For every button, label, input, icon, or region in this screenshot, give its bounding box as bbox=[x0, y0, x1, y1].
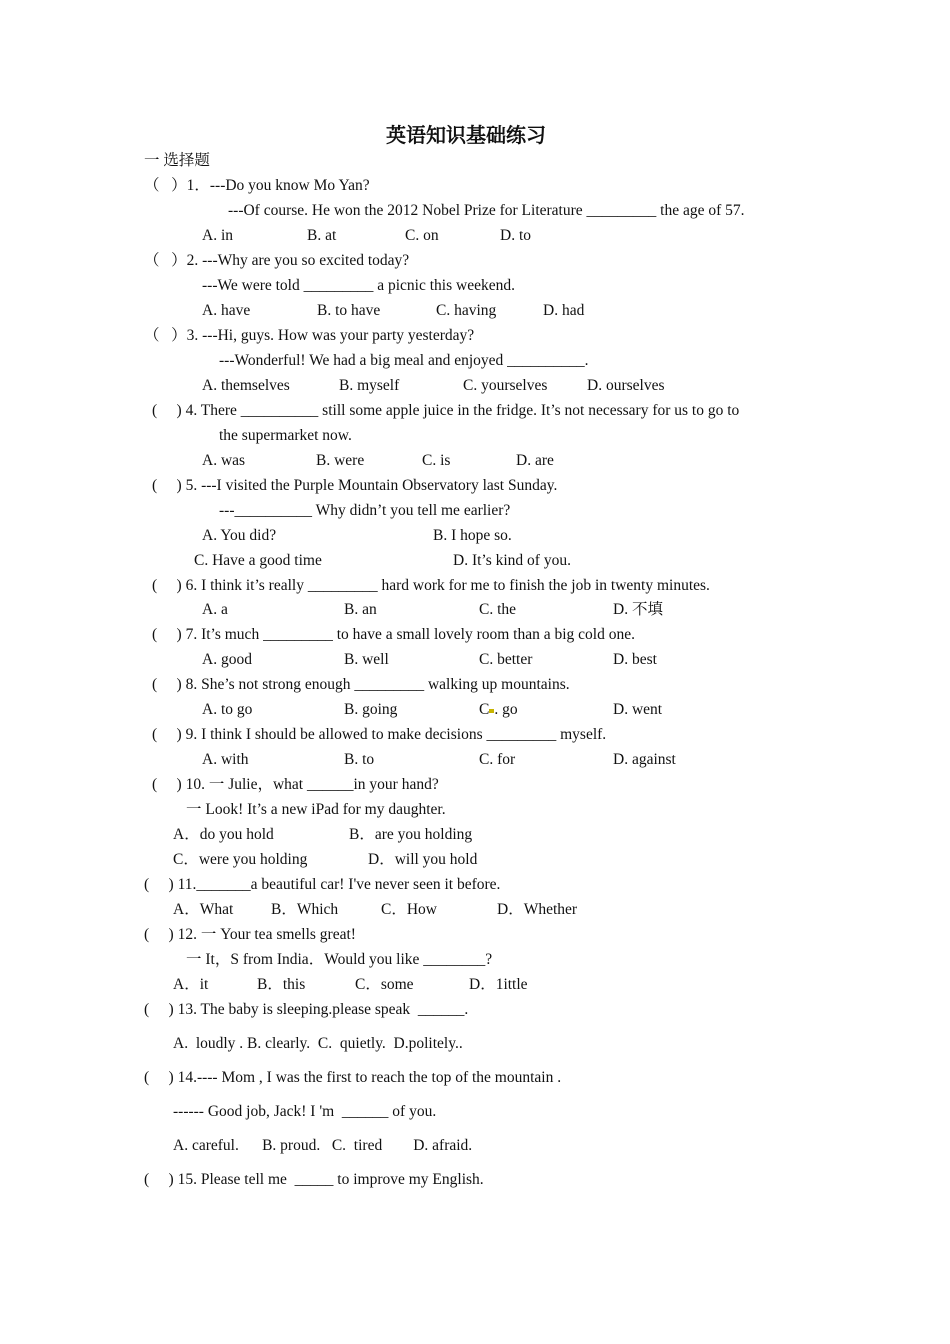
question-7-option-c: C. better bbox=[479, 651, 533, 668]
question-10-option-d: D．will you hold bbox=[368, 851, 478, 868]
question-11-option-c: C．How bbox=[381, 901, 437, 918]
question-9: ( ) 9. I think I should be allowed to make decisions _________ myself. bbox=[152, 726, 607, 743]
question-12-line-2: 一 It，S from India．Would you like ________? bbox=[186, 951, 493, 968]
section-heading: 一 选择题 bbox=[144, 152, 210, 169]
question-3-line-2: ---Wonderful! We had a big meal and enjoyed __________. bbox=[219, 352, 589, 369]
question-12: ( ) 12. 一 Your tea smells great! bbox=[144, 926, 356, 943]
question-3-option-b: B. myself bbox=[339, 377, 400, 394]
question-2-option-d: D. had bbox=[543, 302, 585, 319]
question-5: ( ) 5. ---I visited the Purple Mountain Observatory last Sunday. bbox=[152, 477, 558, 494]
question-2-option-c: C. having bbox=[436, 302, 497, 319]
question-4-option-c: C. is bbox=[422, 452, 451, 469]
question-6-option-a: A. a bbox=[202, 601, 228, 618]
question-9-option-d: D. against bbox=[613, 751, 676, 768]
question-10: ( ) 10. 一 Julie，what ______in your hand? bbox=[152, 776, 439, 793]
question-12-option-a: A．it bbox=[173, 976, 209, 993]
question-10-option-b: B．are you holding bbox=[349, 826, 473, 843]
question-5-line-2: ---__________ Why didn’t you tell me earlier? bbox=[219, 502, 511, 519]
question-13: ( ) 13. The baby is sleeping.please speak ______. bbox=[144, 1001, 469, 1018]
page-title: 英语知识基础练习 bbox=[386, 125, 546, 147]
question-11: ( ) 11._______a beautiful car! I've never seen it before. bbox=[144, 876, 501, 893]
question-11-option-d: D．Whether bbox=[497, 901, 578, 918]
question-12-option-b: B．this bbox=[257, 976, 306, 993]
question-3-option-a: A. themselves bbox=[202, 377, 290, 394]
question-9-option-b: B. to bbox=[344, 751, 375, 768]
question-14-line-2: ------ Good job, Jack! I 'm ______ of you. bbox=[173, 1103, 437, 1120]
question-6-option-d: D. 不填 bbox=[613, 601, 663, 618]
question-3-option-d: D. ourselves bbox=[587, 377, 665, 394]
question-11-option-b: B．Which bbox=[271, 901, 339, 918]
question-1-option-b: B. at bbox=[307, 227, 337, 244]
question-2-line-2: ---We were told _________ a picnic this weekend. bbox=[202, 277, 515, 294]
question-11-option-a: A．What bbox=[173, 901, 234, 918]
question-1-option-d: D. to bbox=[500, 227, 531, 244]
question-4-option-b: B. were bbox=[316, 452, 365, 469]
option-text: . go bbox=[494, 701, 518, 718]
question-6-option-c: C. the bbox=[479, 601, 517, 618]
option-letter: C bbox=[479, 701, 490, 718]
question-8-option-d: D. went bbox=[613, 701, 663, 718]
question-8-option-a: A. to go bbox=[202, 701, 253, 718]
question-6: ( ) 6. I think it’s really _________ hard work for me to finish the job in twenty minutes. bbox=[152, 577, 710, 594]
question-14: ( ) 14.---- Mom , I was the first to reach the top of the mountain . bbox=[144, 1069, 562, 1086]
question-6-option-b: B. an bbox=[344, 601, 377, 618]
question-5-option-b: B. I hope so. bbox=[433, 527, 512, 544]
question-2-option-a: A. have bbox=[202, 302, 251, 319]
question-4: ( ) 4. There __________ still some apple juice in the fridge. It’s not necessary for us to go to bbox=[152, 402, 740, 419]
question-10-line-2: 一 Look! It’s a new iPad for my daughter. bbox=[186, 801, 446, 818]
question-9-option-a: A. with bbox=[202, 751, 249, 768]
question-9-option-c: C. for bbox=[479, 751, 516, 768]
question-12-option-c: C．some bbox=[355, 976, 414, 993]
question-1-option-a: A. in bbox=[202, 227, 233, 244]
question-1-option-c: C. on bbox=[405, 227, 439, 244]
question-4-option-a: A. was bbox=[202, 452, 246, 469]
question-5-option-c: C. Have a good time bbox=[194, 552, 322, 569]
question-13-options: A. loudly . B. clearly. C. quietly. D.politely.. bbox=[173, 1035, 463, 1052]
question-7: ( ) 7. It’s much _________ to have a small lovely room than a big cold one. bbox=[152, 626, 635, 643]
question-1: （ ）1．---Do you know Mo Yan? bbox=[144, 177, 370, 194]
question-2: （ ）2. ---Why are you so excited today? bbox=[144, 252, 410, 269]
question-2-option-b: B. to have bbox=[317, 302, 381, 319]
question-5-option-a: A. You did? bbox=[202, 527, 277, 544]
question-4-option-d: D. are bbox=[516, 452, 554, 469]
question-7-option-a: A. good bbox=[202, 651, 252, 668]
question-10-option-a: A．do you hold bbox=[173, 826, 274, 843]
question-12-option-d: D．1ittle bbox=[469, 976, 528, 993]
question-7-option-b: B. well bbox=[344, 651, 389, 668]
question-8-option-c bbox=[479, 700, 518, 720]
question-3: （ ）3. ---Hi, guys. How was your party yesterday? bbox=[144, 327, 475, 344]
question-3-option-c: C. yourselves bbox=[463, 377, 548, 394]
question-7-option-d: D. best bbox=[613, 651, 657, 668]
question-10-option-c: C．were you holding bbox=[173, 851, 308, 868]
question-5-option-d: D. It’s kind of you. bbox=[453, 552, 571, 569]
question-15: ( ) 15. Please tell me _____ to improve my English. bbox=[144, 1171, 484, 1188]
question-8-option-b: B. going bbox=[344, 701, 398, 718]
question-1-line-2: ---Of course. He won the 2012 Nobel Prize for Literature _________ the age of 57. bbox=[228, 202, 745, 219]
question-14-options: A. careful. B. proud. C. tired D. afraid. bbox=[173, 1137, 473, 1154]
question-4-line-2: the supermarket now. bbox=[219, 427, 352, 444]
question-8: ( ) 8. She’s not strong enough _________ walking up mountains. bbox=[152, 676, 570, 693]
